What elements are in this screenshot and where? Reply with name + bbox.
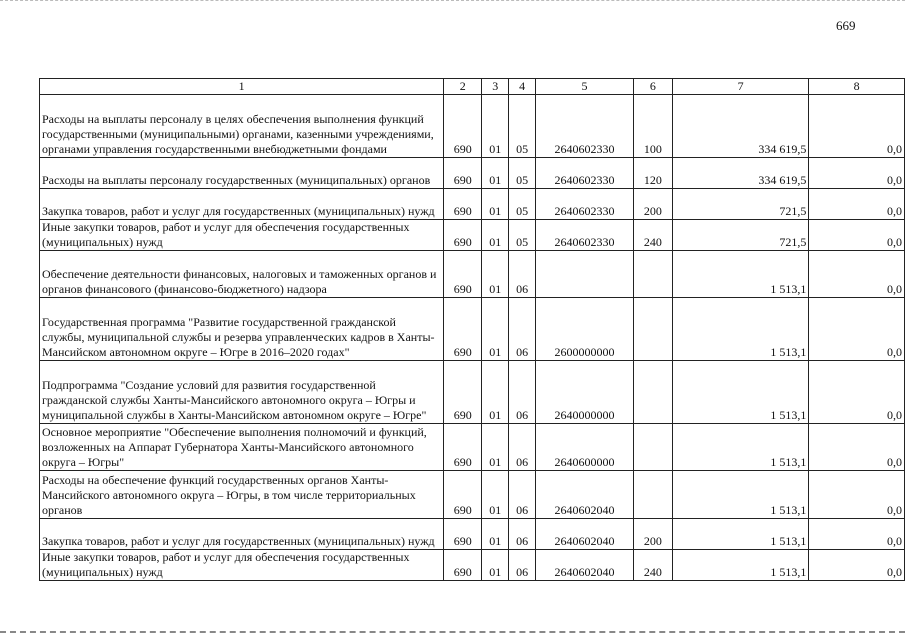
row-description: Расходы на выплаты персоналу государственных (муниципальных) органов [40,158,444,189]
header-cell: 6 [633,79,672,95]
header-cell: 4 [509,79,536,95]
header-cell: 5 [536,79,634,95]
row-cell-c3: 01 [482,158,509,189]
row-cell-c8: 0,0 [809,550,905,581]
row-cell-c3: 01 [482,220,509,251]
row-cell-c6 [633,361,672,424]
table-row [40,361,905,424]
table-row [40,95,905,158]
row-cell-c2: 690 [444,471,482,519]
table-row [40,550,905,581]
row-cell-c2: 690 [444,519,482,550]
row-cell-c2: 690 [444,424,482,471]
table-row [40,519,905,550]
row-cell-c7: 1 513,1 [672,424,809,471]
row-cell-c6: 100 [633,95,672,158]
row-cell-c6: 200 [633,519,672,550]
row-cell-c4: 05 [509,220,536,251]
row-description: Иные закупки товаров, работ и услуг для обеспечения государственных (муниципальных) нужд [40,550,444,581]
row-cell-c5: 2640602330 [536,158,634,189]
table-row [40,251,905,298]
row-cell-c7: 1 513,1 [672,251,809,298]
row-cell-c3: 01 [482,424,509,471]
row-cell-c8: 0,0 [809,471,905,519]
table-row [40,220,905,251]
header-cell: 2 [444,79,482,95]
row-cell-c2: 690 [444,189,482,220]
row-cell-c5: 2640602330 [536,189,634,220]
row-cell-c7: 334 619,5 [672,95,809,158]
row-cell-c6 [633,251,672,298]
row-cell-c4: 06 [509,550,536,581]
table-row [40,189,905,220]
row-cell-c3: 01 [482,471,509,519]
row-cell-c5: 2640602040 [536,550,634,581]
row-cell-c4: 06 [509,298,536,361]
header-cell: 8 [809,79,905,95]
row-cell-c7: 1 513,1 [672,519,809,550]
row-cell-c4: 05 [509,189,536,220]
row-description: Обеспечение деятельности финансовых, налоговых и таможенных органов и органов финансового (финансово-бюджетного) надзора [40,251,444,298]
budget-table-body [40,79,905,581]
row-cell-c7: 1 513,1 [672,361,809,424]
row-cell-c5: 2600000000 [536,298,634,361]
scan-edge-top [0,0,905,3]
row-cell-c6: 240 [633,550,672,581]
row-cell-c4: 06 [509,424,536,471]
row-cell-c3: 01 [482,251,509,298]
row-cell-c8: 0,0 [809,189,905,220]
row-cell-c5: 2640602040 [536,519,634,550]
row-description: Подпрограмма "Создание условий для развития государственной гражданской службы Ханты-Мансийского автономного округа – Югры и муниципальной службы в Ханты-Мансийском автономном округе – Югре" [40,361,444,424]
row-description: Основное мероприятие "Обеспечение выполнения полномочий и функций, возложенных на Аппарат Губернатора Ханты-Мансийского автономного округа – Югры" [40,424,444,471]
header-row [40,79,905,95]
row-cell-c8: 0,0 [809,298,905,361]
row-description: Закупка товаров, работ и услуг для государственных (муниципальных) нужд [40,189,444,220]
row-description: Расходы на выплаты персоналу в целях обеспечения выполнения функций государственными (муниципальными) органами, казенными учреждениями, органами управления государственными внебюджетными фондами [40,95,444,158]
header-cell: 1 [40,79,444,95]
scan-edge-bottom [0,631,905,635]
row-cell-c4: 06 [509,251,536,298]
row-cell-c2: 690 [444,220,482,251]
row-cell-c4: 06 [509,361,536,424]
row-cell-c2: 690 [444,550,482,581]
page-number: 669 [836,18,856,33]
header-cell: 7 [672,79,809,95]
row-cell-c3: 01 [482,519,509,550]
row-cell-c6 [633,298,672,361]
row-cell-c7: 721,5 [672,220,809,251]
row-cell-c4: 05 [509,95,536,158]
row-cell-c5: 2640602330 [536,95,634,158]
row-cell-c3: 01 [482,189,509,220]
row-cell-c2: 690 [444,251,482,298]
row-cell-c2: 690 [444,298,482,361]
row-cell-c5: 2640602330 [536,220,634,251]
row-cell-c8: 0,0 [809,251,905,298]
table-row [40,298,905,361]
row-cell-c7: 721,5 [672,189,809,220]
row-cell-c8: 0,0 [809,361,905,424]
row-cell-c8: 0,0 [809,95,905,158]
row-cell-c8: 0,0 [809,220,905,251]
row-cell-c6: 120 [633,158,672,189]
row-cell-c2: 690 [444,95,482,158]
table-row [40,471,905,519]
row-cell-c7: 1 513,1 [672,550,809,581]
row-description: Расходы на обеспечение функций государственных органов Ханты-Мансийского автономного округа – Югры, в том числе территориальных органов [40,471,444,519]
row-cell-c6 [633,471,672,519]
row-cell-c6 [633,424,672,471]
row-cell-c3: 01 [482,361,509,424]
row-cell-c7: 334 619,5 [672,158,809,189]
row-cell-c3: 01 [482,550,509,581]
row-description: Государственная программа "Развитие государственной гражданской службы, муниципальной службы и резерва управленческих кадров в Ханты-Мансийском автономном округе – Югре в 2016–2020 годах" [40,298,444,361]
table-row [40,424,905,471]
table-row [40,158,905,189]
row-cell-c3: 01 [482,298,509,361]
row-cell-c5: 2640600000 [536,424,634,471]
row-cell-c7: 1 513,1 [672,298,809,361]
row-cell-c5 [536,251,634,298]
row-cell-c2: 690 [444,158,482,189]
row-cell-c6: 240 [633,220,672,251]
row-description: Закупка товаров, работ и услуг для государственных (муниципальных) нужд [40,519,444,550]
row-cell-c4: 06 [509,519,536,550]
row-cell-c5: 2640000000 [536,361,634,424]
budget-table [39,78,905,581]
row-cell-c4: 05 [509,158,536,189]
header-cell: 3 [482,79,509,95]
row-cell-c8: 0,0 [809,424,905,471]
row-cell-c5: 2640602040 [536,471,634,519]
row-cell-c3: 01 [482,95,509,158]
row-cell-c8: 0,0 [809,158,905,189]
row-cell-c4: 06 [509,471,536,519]
row-description: Иные закупки товаров, работ и услуг для обеспечения государственных (муниципальных) нужд [40,220,444,251]
row-cell-c7: 1 513,1 [672,471,809,519]
row-cell-c2: 690 [444,361,482,424]
row-cell-c6: 200 [633,189,672,220]
row-cell-c8: 0,0 [809,519,905,550]
